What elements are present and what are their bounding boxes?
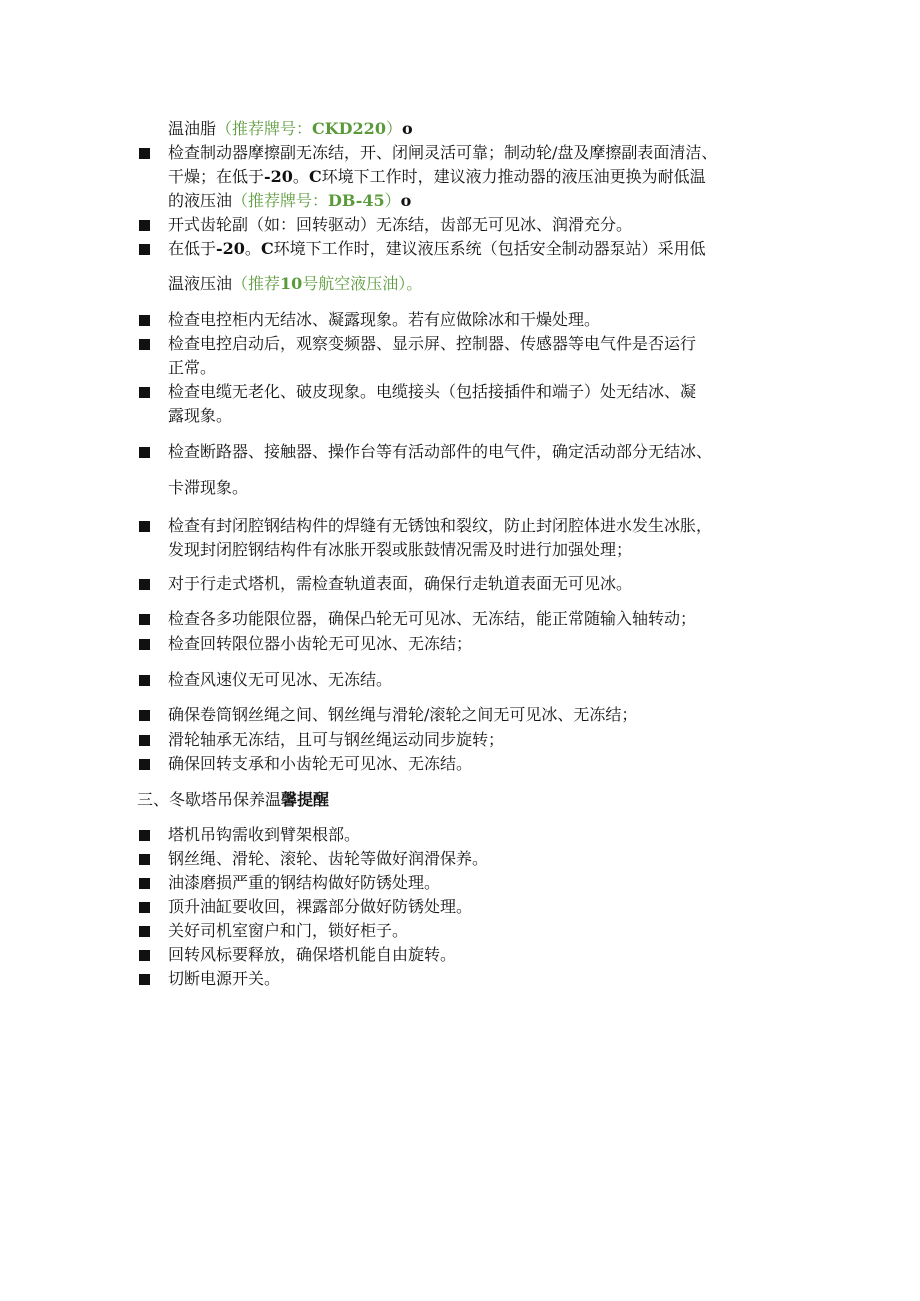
- text-line: 检查电控启动后，观察变频器、显示屏、控制器、传感器等电气件是否运行: [168, 334, 697, 353]
- recommendation-text: （推荐牌号：: [232, 191, 329, 210]
- square-bullet-icon: [139, 878, 150, 889]
- text-line: 检查断路器、接触器、操作台等有活动部件的电气件，确定活动部分无结冰、: [168, 442, 713, 461]
- recommendation-text: ）: [385, 119, 402, 138]
- text-line: 塔机吊钩需收到臂架根部。: [168, 825, 361, 844]
- square-bullet-icon: [139, 315, 150, 326]
- brand-code: 10: [280, 274, 303, 293]
- text-line: 检查制动器摩擦副无冻结，开、闭闸灵活可靠；制动轮/盘及摩擦副表面清洁、: [168, 143, 718, 162]
- text: 。: [244, 239, 261, 258]
- text: 。: [292, 167, 309, 186]
- square-bullet-icon: [139, 220, 150, 231]
- square-bullet-icon: [139, 902, 150, 913]
- square-bullet-icon: [139, 675, 150, 686]
- square-bullet-icon: [139, 974, 150, 985]
- heading-text: 三、冬歇塔吊保养温: [137, 790, 282, 809]
- temperature-value: -20: [264, 167, 293, 186]
- square-bullet-icon: [139, 614, 150, 625]
- text-line: 滑轮轴承无冻结，且可与钢丝绳运动同步旋转；: [168, 730, 505, 749]
- brand-code: CKD220: [312, 119, 386, 138]
- text-line: 对于行走式塔机，需检查轨道表面，确保行走轨道表面无可见冰。: [168, 574, 633, 593]
- text-line: [168, 238, 706, 260]
- text-line: 发现封闭腔钢结构件有冰胀开裂或胀鼓情况需及时进行加强处理；: [168, 540, 633, 559]
- text-line: 开式齿轮副（如：回转驱动）无冻结，齿部无可见冰、润滑充分。: [168, 215, 633, 234]
- square-bullet-icon: [139, 387, 150, 398]
- recommendation-text: ）: [384, 191, 401, 210]
- text-line: 关好司机室窗户和门，锁好柜子。: [168, 921, 409, 940]
- text-line: 确保回转支承和小齿轮无可见冰、无冻结。: [168, 754, 473, 773]
- text-line: 正常。: [168, 358, 217, 377]
- text-line: [168, 166, 706, 188]
- temperature-unit: C: [260, 239, 274, 258]
- recommendation-text: （推荐: [232, 274, 281, 293]
- text-line: 油漆磨损严重的钢结构做好防锈处理。: [168, 873, 441, 892]
- temperature-value: -20: [216, 239, 245, 258]
- text: o: [401, 119, 413, 138]
- text-line: 检查各多功能限位器，确保凸轮无可见冰、无冻结，能正常随输入轴转动；: [168, 609, 697, 628]
- text-line: [168, 118, 413, 140]
- temperature-unit: C: [308, 167, 322, 186]
- text: 环境下工作时，建议液力推动器的液压油更换为耐低温: [321, 167, 706, 186]
- square-bullet-icon: [139, 830, 150, 841]
- text-line: 检查电控柜内无结冰、凝露现象。若有应做除冰和干燥处理。: [168, 310, 601, 329]
- text: o: [400, 191, 412, 210]
- text: 在低于: [168, 239, 217, 258]
- square-bullet-icon: [139, 854, 150, 865]
- text-line: 钢丝绳、滑轮、滚轮、齿轮等做好润滑保养。: [168, 849, 489, 868]
- text-line: 检查风速仪无可见冰、无冻结。: [168, 670, 393, 689]
- section-heading: [137, 789, 329, 811]
- text: 温油脂: [168, 119, 217, 138]
- text: 干燥；在低于: [168, 167, 265, 186]
- square-bullet-icon: [139, 710, 150, 721]
- text-line: 检查电缆无老化、破皮现象。电缆接头（包括接插件和端子）处无结冰、凝: [168, 382, 697, 401]
- square-bullet-icon: [139, 148, 150, 159]
- text-line: [168, 190, 411, 212]
- square-bullet-icon: [139, 735, 150, 746]
- text: 温液压油: [168, 274, 233, 293]
- text-line: 卡滞现象。: [168, 478, 249, 497]
- text-line: 检查回转限位器小齿轮无可见冰、无冻结；: [168, 634, 473, 653]
- square-bullet-icon: [139, 639, 150, 650]
- recommendation-text: （推荐牌号：: [216, 119, 313, 138]
- square-bullet-icon: [139, 926, 150, 937]
- square-bullet-icon: [139, 244, 150, 255]
- recommendation-text: 号航空液压油）。: [302, 274, 423, 293]
- square-bullet-icon: [139, 339, 150, 350]
- text-line: 顶升油缸要收回，裸露部分做好防锈处理。: [168, 897, 473, 916]
- text-line: [168, 273, 422, 295]
- text-line: 切断电源开关。: [168, 969, 281, 988]
- brand-code: DB-45: [328, 191, 385, 210]
- heading-text-bold: 馨提醒: [281, 790, 330, 809]
- text-line: 露现象。: [168, 406, 233, 425]
- square-bullet-icon: [139, 521, 150, 532]
- text: 的液压油: [168, 191, 233, 210]
- text: 环境下工作时，建议液压系统（包括安全制动器泵站）采用低: [273, 239, 706, 258]
- square-bullet-icon: [139, 950, 150, 961]
- square-bullet-icon: [139, 579, 150, 590]
- text-line: 确保卷筒钢丝绳之间、钢丝绳与滑轮/滚轮之间无可见冰、无冻结；: [168, 705, 638, 724]
- text-line: 检查有封闭腔钢结构件的焊缝有无锈蚀和裂纹，防止封闭腔体进水发生冰胀，: [168, 516, 713, 535]
- square-bullet-icon: [139, 447, 150, 458]
- text-line: 回转风标要释放，确保塔机能自由旋转。: [168, 945, 457, 964]
- square-bullet-icon: [139, 759, 150, 770]
